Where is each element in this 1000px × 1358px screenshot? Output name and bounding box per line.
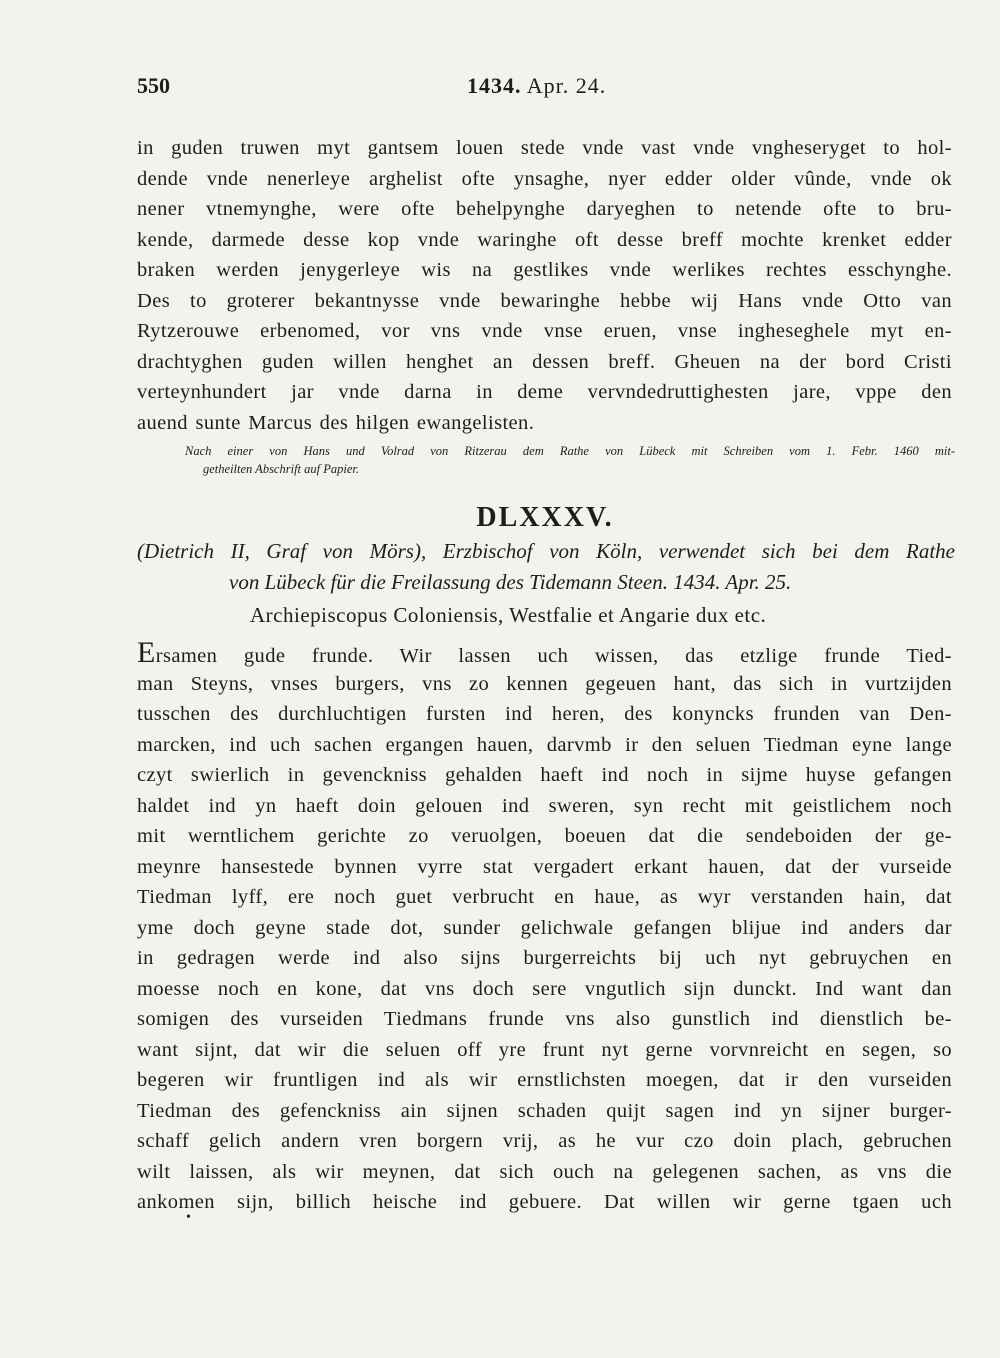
text-line: Rytzerouwe erbenomed, vor vns vnde vnse eruen, vnse ingheseghele myt en- bbox=[137, 320, 952, 342]
text-line: dende vnde nenerleye arghelist ofte ynsaghe, nyer edder older vûnde, vnde ok bbox=[137, 167, 952, 190]
text-line: want sijnt, dat wir die seluen off yre frunt nyt gerne vorvnreicht en segen, so bbox=[137, 1038, 952, 1061]
text-line: Tiedman des gefenckniss ain sijnen schaden quijt sagen ind yn sijner burger- bbox=[137, 1099, 952, 1122]
intitulatio: Archiepiscopus Coloniensis, Westfalie et Angarie dux etc. bbox=[250, 603, 767, 627]
text-line: marcken, ind uch sachen ergangen hauen, darvmb ir den seluen Tiedman eyne lange bbox=[137, 733, 952, 756]
text-line: schaff gelich andern vren borgern vrij, as he vur czo doin plach, gebruchen bbox=[137, 1130, 952, 1152]
text-line-first bbox=[137, 638, 952, 669]
text-line: somigen des vurseiden Tiedmans frunde vns also gunstlich ind dienstlich be- bbox=[137, 1008, 952, 1030]
text-line: auend sunte Marcus des hilgen ewangelisten. bbox=[137, 411, 535, 434]
text-line: czyt swierlich in gevenckniss gehalden haeft ind noch in sijme huyse gefangen bbox=[137, 764, 952, 786]
text-line: Des to groterer bekantnysse vnde bewaringhe hebbe wij Hans vnde Otto van bbox=[137, 289, 952, 312]
source-note-line: Nach einer von Hans und Volrad von Ritzerau dem Rathe von Lübeck mit Schreiben vom 1. Febr. 1460 mit- bbox=[185, 444, 955, 458]
source-note-line: getheilten Abschrift auf Papier. bbox=[203, 462, 359, 476]
page-number: 550 bbox=[137, 73, 170, 98]
document-regest bbox=[137, 536, 955, 598]
text-line: verteynhundert jar vnde darna in deme vervndedruttighesten jare, vppe den bbox=[137, 381, 952, 403]
text-line: in gedragen werde ind also sijns burgerreichts bij uch nyt gebruychen en bbox=[137, 947, 952, 969]
running-head-date bbox=[467, 73, 606, 99]
previous-document-text bbox=[137, 133, 952, 438]
drop-cap: E bbox=[137, 636, 156, 669]
text-line: haldet ind yn haeft doin gelouen ind sweren, syn recht mit geistlichem noch bbox=[137, 794, 952, 817]
text-line: mit werntlichem gerichte zo veruolgen, boeuen dat die sendeboiden der ge- bbox=[137, 825, 952, 847]
source-note bbox=[185, 442, 955, 478]
text-line: moesse noch en kone, dat vns doch sere vngutlich sijn dunckt. Ind want dan bbox=[137, 977, 952, 1000]
text-line: nener vtnemynghe, were ofte behelpynghe daryeghen to netende ofte to bru- bbox=[137, 198, 952, 220]
document-text bbox=[137, 638, 952, 1218]
text-line: begeren wir fruntligen ind als wir ernstlichsten moegen, dat ir den vurseiden bbox=[137, 1069, 952, 1091]
running-head-year: 1434. bbox=[467, 73, 522, 98]
text-line: braken werden jenygerleye wis na gestlikes vnde werlikes rechtes esschynghe. bbox=[137, 259, 952, 281]
running-head-day: Apr. 24. bbox=[526, 73, 607, 98]
text-line: Tiedman lyff, ere noch guet verbrucht en haue, as wyr verstanden hain, dat bbox=[137, 886, 952, 908]
text-line: wilt laissen, als wir meynen, dat sich ouch na gelegenen sachen, as vns die bbox=[137, 1160, 952, 1183]
first-line-text: rsamen gude frunde. Wir lassen uch wissen, das etzlige frunde Tied- bbox=[155, 645, 952, 667]
regest-line: (Dietrich II, Graf von Mörs), Erzbischof von Köln, verwendet sich bei dem Rathe bbox=[137, 539, 955, 563]
regest-line: von Lübeck für die Freilassung des Tidemann Steen. 1434. Apr. 25. bbox=[229, 570, 792, 594]
text-line: ankomen sijn, billich heische ind gebuere. Dat willen wir gerne tgaen uch bbox=[137, 1191, 952, 1213]
text-line: drachtyghen guden willen henghet an dessen breff. Gheuen na der bord Cristi bbox=[137, 350, 952, 373]
text-line: meynre hansestede bynnen vyrre stat vergadert erkant hauen, dat der vurseide bbox=[137, 855, 952, 878]
stray-mark: • bbox=[186, 1210, 191, 1225]
text-line: in guden truwen myt gantsem louen stede vnde vast vnde vngheseryget to hol- bbox=[137, 137, 952, 159]
page-header bbox=[137, 73, 952, 103]
text-line: man Steyns, vnses burgers, vns zo kennen gegeuen hant, das sich in vurtzijden bbox=[137, 672, 952, 695]
document-number: DLXXXV. bbox=[476, 502, 614, 533]
text-line: tusschen des durchluchtigen fursten ind heren, des konyncks frunden van Den- bbox=[137, 703, 952, 725]
text-line: kende, darmede desse kop vnde waringhe oft desse breff mochte krenket edder bbox=[137, 228, 952, 251]
text-line: yme doch geyne stade dot, sunder gelichwale gefangen blijue ind anders dar bbox=[137, 916, 952, 939]
